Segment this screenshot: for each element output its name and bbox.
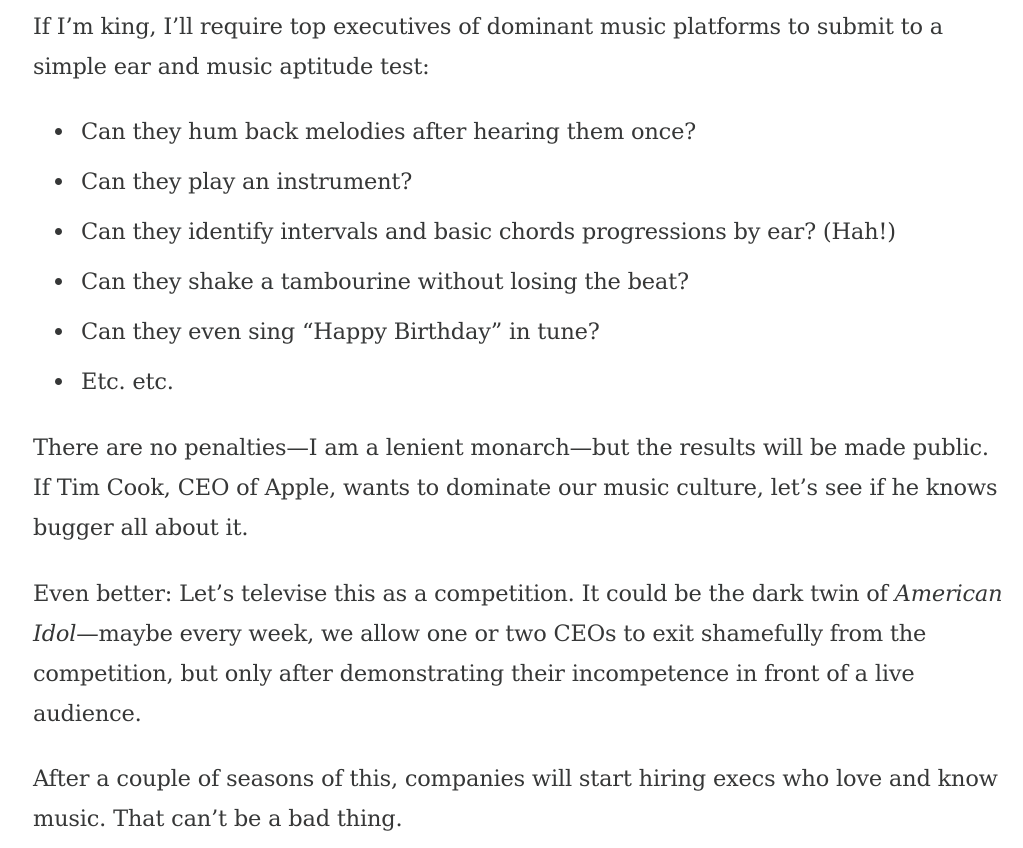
list-item <box>33 312 1008 362</box>
list-item <box>33 112 1008 162</box>
list-item <box>33 262 1008 312</box>
bullet-icon <box>55 128 62 135</box>
list-item-text: Can they shake a tambourine without losing the beat? <box>81 269 689 295</box>
bullet-icon <box>55 378 62 385</box>
bullet-icon <box>55 328 62 335</box>
bullet-icon <box>55 178 62 185</box>
list-item <box>33 362 1008 412</box>
competition-paragraph <box>33 574 1008 734</box>
list-item-text: Can they identify intervals and basic chords progressions by ear? (Hah!) <box>81 219 896 245</box>
show-title: American Idol <box>33 581 1003 647</box>
conclusion-paragraph: After a couple of seasons of this, companies will start hiring execs who love and know music. That can’t be a bad thing. <box>33 766 998 832</box>
intro-paragraph: If I’m king, I’ll require top executives of dominant music platforms to submit to a simple ear and music aptitude test: <box>33 14 944 80</box>
list-item <box>33 162 1008 212</box>
competition-text-end: —maybe every week, we allow one or two CEOs to exit shamefully from the competition, but only after demonstrating their incompetence in front of a live audience. <box>33 621 927 727</box>
list-item <box>33 212 1008 262</box>
list-item-text: Etc. etc. <box>81 369 174 395</box>
list-item-text: Can they hum back melodies after hearing them once? <box>81 119 697 145</box>
aptitude-test-list <box>33 112 1008 412</box>
bullet-icon <box>55 228 62 235</box>
competition-text-start: Even better: Let’s televise this as a competition. It could be the dark twin of <box>33 581 895 607</box>
bullet-icon <box>55 278 62 285</box>
list-item-text: Can they play an instrument? <box>81 169 413 195</box>
list-item-text: Can they even sing “Happy Birthday” in tune? <box>81 319 600 345</box>
penalties-paragraph: There are no penalties—I am a lenient monarch—but the results will be made public. If Tim Cook, CEO of Apple, wants to dominate our music culture, let’s see if he knows bugger all about it. <box>33 435 998 541</box>
